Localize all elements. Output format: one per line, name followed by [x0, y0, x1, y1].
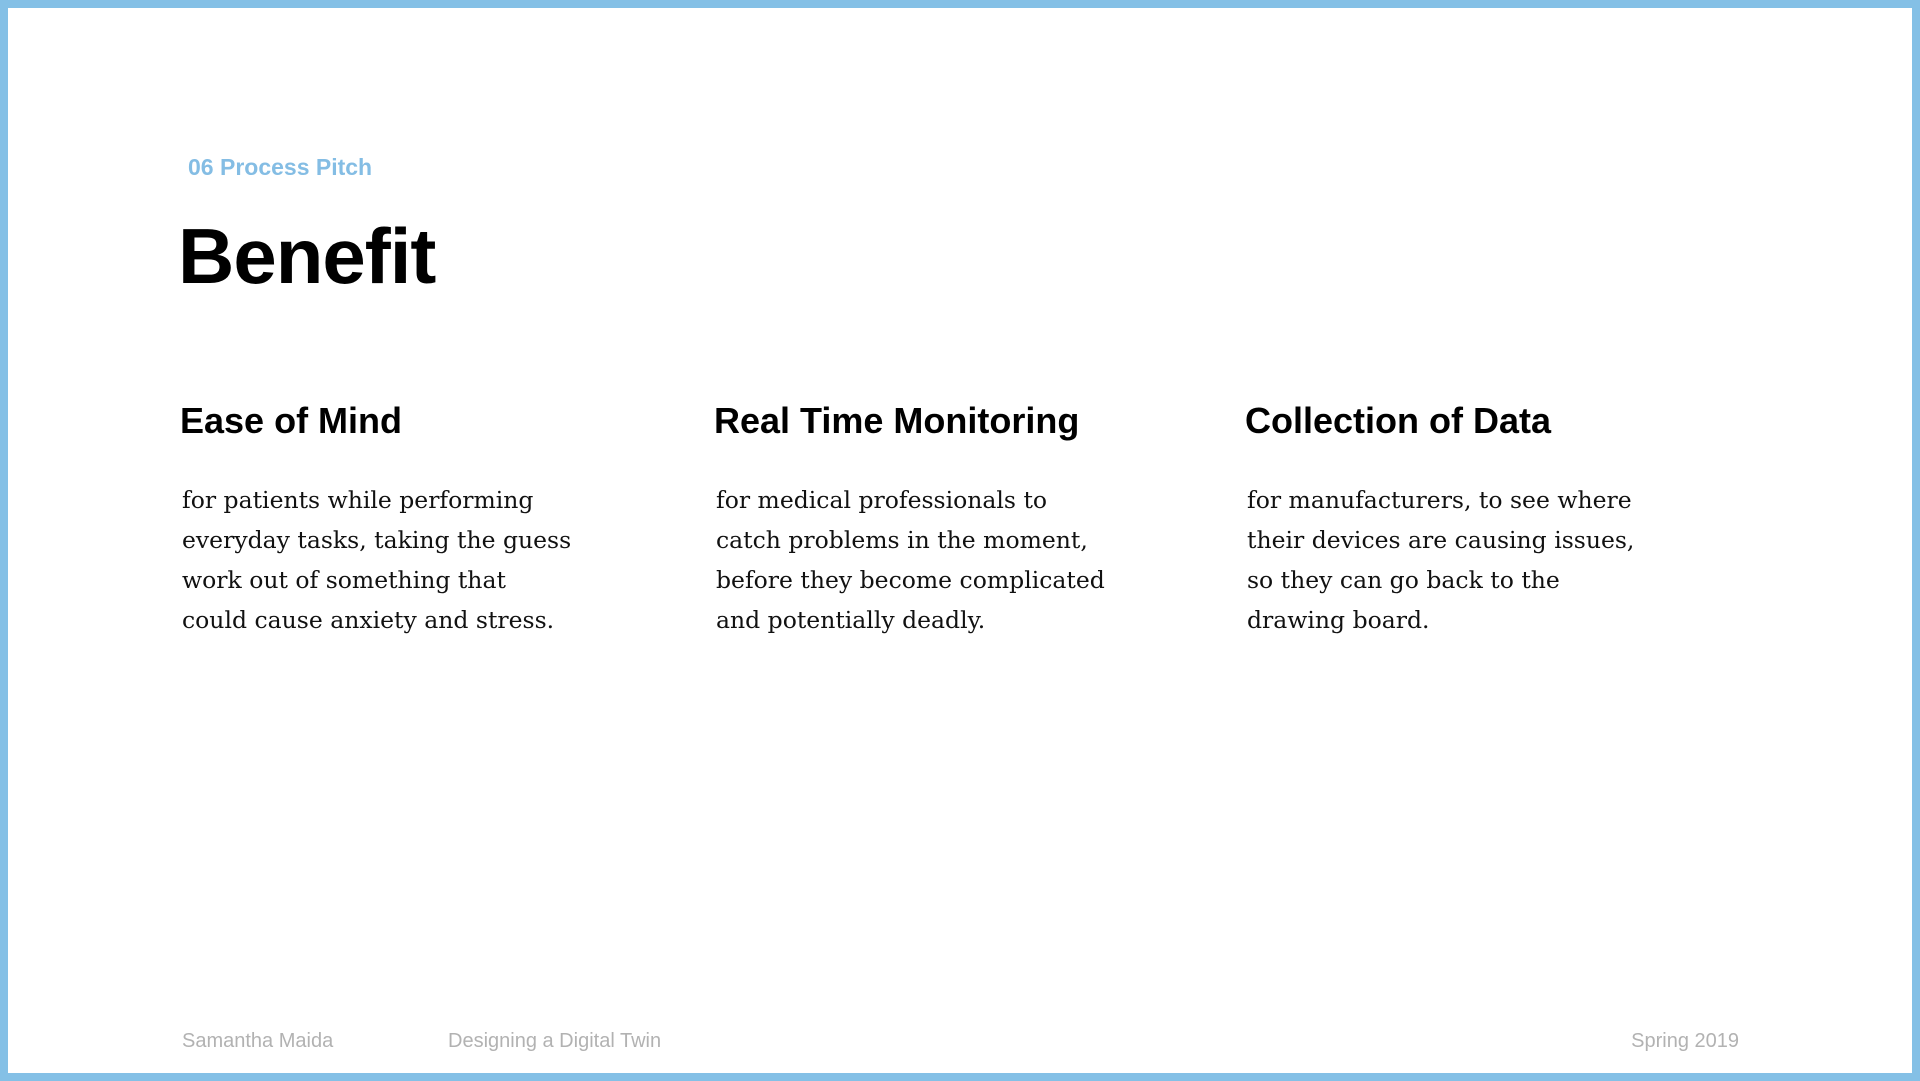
footer-date: Spring 2019 — [1631, 1030, 1739, 1052]
body-line: for manufacturers, to see where — [1247, 486, 1632, 514]
column-heading: Collection of Data — [1245, 400, 1552, 441]
body-line: for patients while performing — [182, 486, 534, 514]
body-line: work out of something that — [182, 566, 506, 594]
body-line: before they become complicated — [716, 566, 1105, 594]
page-title: Benefit — [178, 212, 436, 300]
column-body — [1247, 480, 1715, 640]
column-heading: Ease of Mind — [180, 400, 403, 441]
column-heading: Real Time Monitoring — [714, 400, 1080, 441]
section-label: 06 Process Pitch — [188, 154, 373, 180]
body-line: everyday tasks, taking the guess — [182, 526, 572, 554]
body-line: catch problems in the moment, — [716, 526, 1088, 554]
benefit-column-collection-of-data — [1245, 398, 1715, 640]
column-body — [182, 480, 650, 640]
benefit-column-ease-of-mind — [180, 398, 650, 640]
footer-author: Samantha Maida — [182, 1030, 334, 1052]
footer-project-title: Designing a Digital Twin — [448, 1030, 662, 1052]
body-line: for medical professionals to — [716, 486, 1048, 514]
body-line: and potentially deadly. — [716, 606, 986, 634]
benefit-column-real-time-monitoring — [714, 398, 1184, 640]
body-line: so they can go back to the — [1247, 566, 1560, 594]
column-body — [716, 480, 1184, 640]
body-line: their devices are causing issues, — [1247, 526, 1635, 554]
body-line: drawing board. — [1247, 606, 1430, 634]
body-line: could cause anxiety and stress. — [182, 606, 555, 634]
